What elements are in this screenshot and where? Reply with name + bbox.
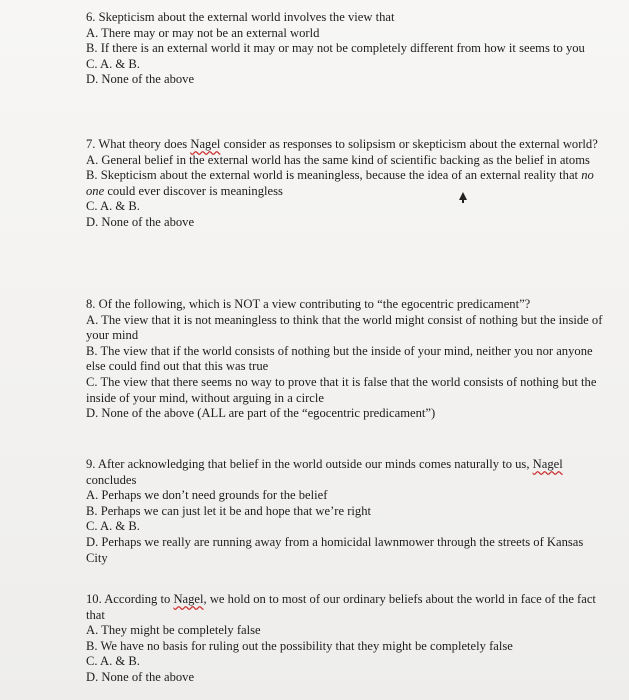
question-6-option-d: D. None of the above	[86, 72, 195, 87]
author-name: Nagel	[173, 592, 204, 606]
question-6	[86, 10, 606, 88]
stem-text: 7. What theory does	[86, 137, 191, 151]
question-9-stem	[86, 457, 606, 488]
question-10-option-a: A. They might be completely false	[86, 623, 261, 638]
author-name: Nagel	[532, 457, 563, 471]
question-8-stem: 8. Of the following, which is NOT a view contributing to “the egocentric predicament”?	[86, 297, 531, 311]
option-text: B. Skepticism about the external world is meaningless, because the idea of an external reality that	[86, 168, 582, 183]
question-7-option-d: D. None of the above	[86, 214, 195, 229]
question-10-stem	[86, 592, 606, 623]
option-emphasis: no one	[86, 168, 594, 198]
question-7	[86, 137, 606, 231]
question-8-option-a: A. The view that it is not meaningless to think that the world might consist of nothing but the inside of your mind	[86, 312, 603, 343]
question-7-option-b	[86, 168, 606, 199]
question-9-option-a: A. Perhaps we don’t need grounds for the belief	[86, 488, 328, 503]
question-8-option-c: C. The view that there seems no way to prove that it is false that the world consists of nothing but the inside of your mind, without arguing in a circle	[86, 374, 597, 405]
mouse-cursor-icon	[459, 192, 467, 200]
stem-text: 10. According to	[86, 592, 174, 606]
question-10-option-b: B. We have no basis for ruling out the possibility that they might be completely false	[86, 638, 513, 653]
question-9-option-c: C. A. & B.	[86, 519, 140, 534]
question-10-option-c: C. A. & B.	[86, 654, 140, 669]
question-9-option-b: B. Perhaps we can just let it be and hope that we’re right	[86, 503, 372, 518]
question-9-option-d: D. Perhaps we really are running away from a homicidal lawnmower through the streets of Kansas City	[86, 534, 584, 565]
question-6-option-c: C. A. & B.	[86, 56, 140, 71]
question-8	[86, 297, 606, 422]
question-6-option-b: B. If there is an external world it may or may not be completely different from how it seems to you	[86, 41, 585, 56]
question-7-stem	[86, 137, 606, 153]
question-10-option-d: D. None of the above	[86, 669, 195, 684]
stem-text: concludes	[86, 472, 137, 487]
question-8-option-b: B. The view that if the world consists of nothing but the inside of your mind, neither you nor anyone else could find out that this was true	[86, 343, 593, 374]
question-6-stem: 6. Skepticism about the external world involves the view that	[86, 10, 395, 24]
question-9	[86, 457, 606, 566]
question-6-option-a: A. There may or may not be an external world	[86, 25, 320, 40]
question-8-option-d: D. None of the above (ALL are part of the “egocentric predicament”)	[86, 406, 436, 421]
question-7-option-c: C. A. & B.	[86, 199, 140, 214]
question-10	[86, 592, 606, 686]
question-7-option-a: A. General belief in the external world has the same kind of scientific backing as the belief in atoms	[86, 152, 590, 167]
stem-text: consider as responses to solipsism or skepticism about the external world?	[220, 137, 598, 151]
option-text: could ever discover is meaningless	[104, 183, 283, 198]
stem-text: , we hold on to most of our ordinary beliefs about the world in face of the fact that	[86, 592, 596, 622]
author-name: Nagel	[190, 137, 221, 151]
stem-text: 9. After acknowledging that belief in the world outside our minds comes naturally to us,	[86, 457, 533, 471]
